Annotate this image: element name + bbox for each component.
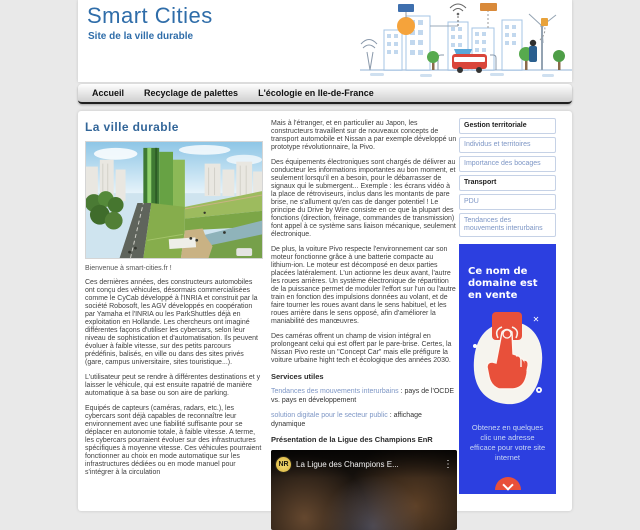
video-title[interactable]: La Ligue des Champions E... <box>296 459 399 469</box>
site-title[interactable]: Smart Cities <box>87 3 213 28</box>
sidebar-item-transport[interactable]: Transport <box>459 175 556 191</box>
channel-avatar[interactable] <box>275 456 292 473</box>
antenna-icon <box>361 40 377 71</box>
article-column-middle <box>271 120 457 530</box>
nav-item-accueil[interactable]: Accueil <box>92 88 125 98</box>
service-link-suffix: : pays de l'OCDE vs. pays en développement <box>271 388 455 404</box>
youtube-player[interactable] <box>271 450 457 530</box>
nav-item-ecologie[interactable]: L'écologie en Ile-de-France <box>258 88 374 98</box>
eco-city-photo <box>85 141 263 259</box>
sidebar-item-pdu[interactable]: PDU <box>459 194 556 210</box>
paragraph: Mais à l'étranger, et en particulier au Japon, les constructeurs travaillent sur de nouveaux concepts de transport automobile et Nissan a par exemple développé un prototype révolutionnaire, la Pivo. <box>271 120 457 151</box>
chevron-down-icon <box>502 479 513 490</box>
sidebar <box>459 118 556 494</box>
sidebar-item-importance-des-bocages[interactable]: Importance des bocages <box>459 156 556 172</box>
nav-item-recyclage[interactable]: Recyclage de palettes <box>144 88 239 98</box>
welcome-line: Bienvenue à smart-cities.fr ! <box>85 265 172 272</box>
service-link-suffix: : affichage dynamique <box>271 412 422 428</box>
service-line <box>271 387 457 405</box>
service-link-interurbains[interactable]: Tendances des mouvements interurbains <box>271 388 399 395</box>
paragraph: Ces dernières années, des constructeurs automobiles ont conçu des véhicules, désormais commercialisées comme le CyCab développé à l'INRIA et construit par la société Robosoft, les AGV développés en coopération par Yamaha et l'INRIA ou les ParkShuttles déjà en exploitation en Hollande. Les chercheurs ont imaginé différentes façons d'utiliser les cybercars, selon leur niveau de sophistication et d'automatisation. Ils peuvent évoluer à faible vitesse, sur des petits parcours prédéfinis, balisés, en ville ou dans des sites privés (gare, campus universitaire, sites touristique...). <box>85 279 258 366</box>
sparkle-cross-icon: ✕ <box>532 315 540 324</box>
site-subtitle: Site de la ville durable <box>88 31 194 42</box>
kebab-menu-icon[interactable]: ⋮ <box>443 458 453 470</box>
hand-click-illustration <box>468 310 547 420</box>
paragraph: Equipés de capteurs (caméras, radars, etc.), les cybercars sont déjà capables de reconnaître leur environnement avec une fiabilité suffisante pour se déplacer en autonomie totale, à faible vitesse. A terme, les cybercars pourraient évoluer sur des infrastructures spécifiques à moyenne vitesse. Ces véhicules pourraient fonctionner au choix en mode automatique sur les infrastructures dédiées ou en mode manuel pour s'intégrer à la circulation <box>85 405 262 476</box>
service-link-solution-digitale[interactable]: solution digitale pour le secteur public <box>271 412 388 419</box>
channel-logo-text: NR <box>278 460 289 468</box>
site-header <box>78 0 572 82</box>
page-title: La ville durable <box>85 120 179 134</box>
sidebar-item-gestion-territoriale[interactable]: Gestion territoriale <box>459 118 556 134</box>
domain-sale-ad[interactable] <box>459 244 556 494</box>
smart-city-illustration <box>360 0 572 82</box>
services-heading: Services utiles <box>271 372 324 381</box>
person-icon <box>529 18 548 62</box>
paragraph: L'utilisateur peut se rendre à différentes destinations et y laisser le véhicule, qui est ensuite rapatrié de manière automatique à sa base ou son aire de parking. <box>85 374 261 397</box>
ad-body-text: Obtenez en quelques clic une adresse efficace pour votre site internet <box>469 423 546 462</box>
sidebar-item-tendances-mouvements[interactable]: Tendances des mouvements interurbains <box>459 213 556 237</box>
ad-expand-button[interactable] <box>495 477 521 490</box>
video-section-heading: Présentation de la Ligue des Champions EnR <box>271 435 433 444</box>
sidebar-item-individus-et-territoires[interactable]: Individus et territoires <box>459 137 556 153</box>
main-content <box>78 111 572 511</box>
paragraph: De plus, la voiture Pivo respecte l'environnement car son moteur fonctionne grâce à une batterie compacte au lithium-ion. Le moteur est décomposé en deux parties placées latéralement. L'un actionne les deux avant, l'autre les roues arrières. Un système électronique de répartition de la puissance permet de moduler l'effort sur l'un ou l'autre train en fonction des impulsions données au volant, et de faire tourner les roues avant dans le sens habituel, et les roues arrière dans le sens opposé, afin d'améliorer la maniabilité des manœuvres. <box>271 246 456 325</box>
paragraph: Des caméras offrent un champ de vision intégral en prolongeant celui qui est offert par le pare-brise. Certes, la Nissan Pivo reste un "Concept Car" mais elle préfigure la voiture urbaine hight tech et écologique des années 2030. <box>271 333 452 364</box>
service-line <box>271 411 457 429</box>
video-topbar <box>271 450 457 478</box>
article-column-left <box>85 118 263 484</box>
paragraph: Des équipements électroniques sont chargés de délivrer au conducteur les informations importantes au bon moment, et seulement lorsqu'il en a besoin, pour le débarrasser de signaux qui le submergent... Exemple : les écrans vidéo à la place de rétroviseurs, inclus dans les montants de pare brise, ne s'allument qu'en cas de danger potentiel ! Le principe du Drive by Wire consiste en ce que la plupart des fonctions (direction, freinage, commandes de transmission) font appel à ce système sans liaison mécanique, seulement électronique. <box>271 159 456 238</box>
sun-icon <box>397 17 415 35</box>
ad-headline: Ce nom de domaine est en vente <box>468 266 538 301</box>
main-nav <box>78 84 572 104</box>
